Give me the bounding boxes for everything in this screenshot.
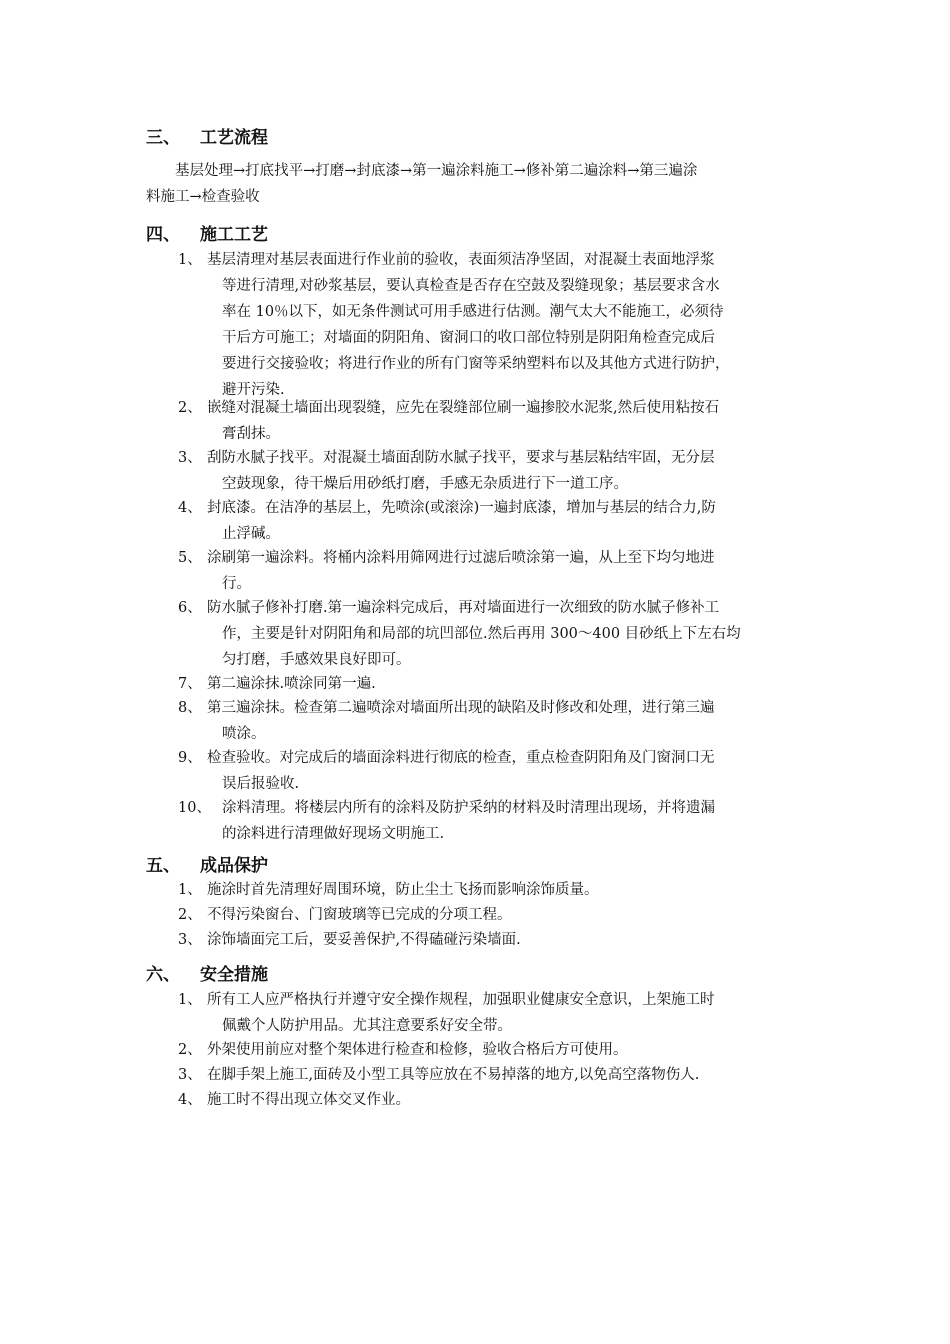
item-text: 刮防水腻子找平。对混凝土墙面刮防水腻子找平，要求与基层粘结牢固，无分层 — [207, 450, 715, 466]
item-continuation: 误后报验收. — [222, 776, 300, 792]
item-continuation: 空鼓现象，待干燥后用砂纸打磨，手感无杂质进行下一道工序。 — [222, 476, 628, 492]
item-text: 施涂时首先清理好周围环境，防止尘土飞扬而影响涂饰质量。 — [207, 882, 599, 898]
section-heading-6 — [146, 963, 268, 987]
item-number: 10、 — [178, 800, 211, 816]
section-heading-5 — [146, 854, 268, 878]
list-item — [178, 595, 808, 673]
item-continuation: 止浮碱。 — [222, 526, 280, 542]
item-continuation: 喷涂。 — [222, 726, 266, 742]
item-continuation: 干后方可施工；对墙面的阴阳角、窗洞口的收口部位特别是阴阳角检查完成后 — [222, 330, 715, 346]
list-item — [178, 395, 808, 447]
item-text: 在脚手架上施工,面砖及小型工具等应放在不易掉落的地方,以免高空落物伤人. — [207, 1067, 700, 1083]
item-continuation: 作，主要是针对阴阳角和局部的坑凹部位.然后再用 300～400 目砂纸上下左右均 — [222, 626, 741, 642]
section-heading-4 — [146, 223, 268, 247]
item-text: 施工时不得出现立体交叉作业。 — [207, 1092, 410, 1108]
process-flow-paragraph — [146, 158, 806, 210]
item-text: 第三遍涂抹。检查第二遍喷涂对墙面所出现的缺陷及时修改和处理，进行第三遍 — [207, 700, 715, 716]
item-number: 3、 — [178, 1067, 202, 1083]
section-title: 安全措施 — [200, 965, 268, 985]
item-text: 封底漆。在洁净的基层上，先喷涂(或滚涂)一遍封底漆，增加与基层的结合力,防 — [207, 500, 716, 516]
list-item — [178, 445, 808, 497]
item-text: 涂料清理。将楼层内所有的涂料及防护采纳的材料及时清理出现场，并将遗漏 — [222, 800, 715, 816]
section-heading-3 — [146, 126, 268, 150]
list-item — [178, 987, 808, 1039]
item-text: 第二遍涂抹.喷涂同第一遍. — [207, 676, 376, 692]
list-item — [178, 695, 808, 747]
item-number: 4、 — [178, 500, 202, 516]
item-text: 防水腻子修补打磨.第一遍涂料完成后，再对墙面进行一次细致的防水腻子修补工 — [207, 600, 720, 616]
item-text: 外架使用前应对整个架体进行检查和检修，验收合格后方可使用。 — [207, 1042, 628, 1058]
item-text: 涂饰墙面完工后，要妥善保护,不得磕碰污染墙面. — [207, 932, 521, 948]
item-text: 所有工人应严格执行并遵守安全操作规程，加强职业健康安全意识，上架施工时 — [207, 992, 715, 1008]
item-text: 不得污染窗台、门窗玻璃等已完成的分项工程。 — [207, 907, 512, 923]
list-item — [178, 745, 808, 797]
section-number: 五、 — [146, 856, 180, 876]
item-text: 检查验收。对完成后的墙面涂料进行彻底的检查，重点检查阴阳角及门窗洞口无 — [207, 750, 715, 766]
list-item — [178, 247, 808, 403]
item-number: 7、 — [178, 676, 202, 692]
item-number: 1、 — [178, 252, 202, 268]
item-number: 2、 — [178, 1042, 202, 1058]
item-continuation: 率在 10％以下，如无条件测试可用手感进行估测。潮气太大不能施工，必须待 — [222, 304, 724, 320]
item-text: 涂刷第一遍涂料。将桶内涂料用筛网进行过滤后喷涂第一遍，从上至下均匀地进 — [207, 550, 715, 566]
item-number: 1、 — [178, 992, 202, 1008]
item-number: 5、 — [178, 550, 202, 566]
item-continuation: 匀打磨，手感效果良好即可。 — [222, 652, 411, 668]
item-continuation: 避开污染. — [222, 382, 285, 398]
item-text: 嵌缝对混凝土墙面出现裂缝，应先在裂缝部位刷一遍掺胶水泥浆,然后使用粘按石 — [207, 400, 720, 416]
list-item — [178, 877, 808, 903]
section-number: 四、 — [146, 225, 180, 245]
item-number: 2、 — [178, 907, 202, 923]
list-item — [178, 545, 808, 597]
item-continuation: 膏刮抹。 — [222, 426, 280, 442]
list-item — [178, 927, 808, 953]
section-number: 三、 — [146, 128, 180, 148]
item-text: 基层清理对基层表面进行作业前的验收，表面须洁净坚固，对混凝土表面地浮浆 — [207, 252, 715, 268]
paragraph-line: 料施工→检查验收 — [146, 189, 260, 205]
item-continuation: 佩戴个人防护用品。尤其注意要系好安全带。 — [222, 1018, 512, 1034]
item-number: 4、 — [178, 1092, 202, 1108]
item-number: 1、 — [178, 882, 202, 898]
item-continuation: 等进行清理,对砂浆基层，要认真检查是否存在空鼓及裂缝现象；基层要求含水 — [222, 278, 720, 294]
list-item — [178, 1087, 808, 1113]
item-continuation: 行。 — [222, 576, 251, 592]
item-number: 9、 — [178, 750, 202, 766]
section-number: 六、 — [146, 965, 180, 985]
section-title: 工艺流程 — [200, 128, 268, 148]
list-item — [178, 795, 808, 847]
section-title: 成品保护 — [200, 856, 268, 876]
item-continuation: 要进行交接验收；将进行作业的所有门窗等采纳塑料布以及其他方式进行防护， — [222, 356, 730, 372]
list-item — [178, 902, 808, 928]
item-continuation: 的涂料进行清理做好现场文明施工. — [222, 826, 445, 842]
item-number: 2、 — [178, 400, 202, 416]
item-number: 6、 — [178, 600, 202, 616]
list-item — [178, 495, 808, 547]
item-number: 3、 — [178, 932, 202, 948]
list-item — [178, 671, 808, 697]
section-title: 施工工艺 — [200, 225, 268, 245]
list-item — [178, 1037, 808, 1063]
paragraph-line: 基层处理→打底找平→打磨→封底漆→第一遍涂料施工→修补第二遍涂料→第三遍涂 — [175, 163, 698, 179]
list-item — [178, 1062, 808, 1088]
item-number: 8、 — [178, 700, 202, 716]
item-number: 3、 — [178, 450, 202, 466]
